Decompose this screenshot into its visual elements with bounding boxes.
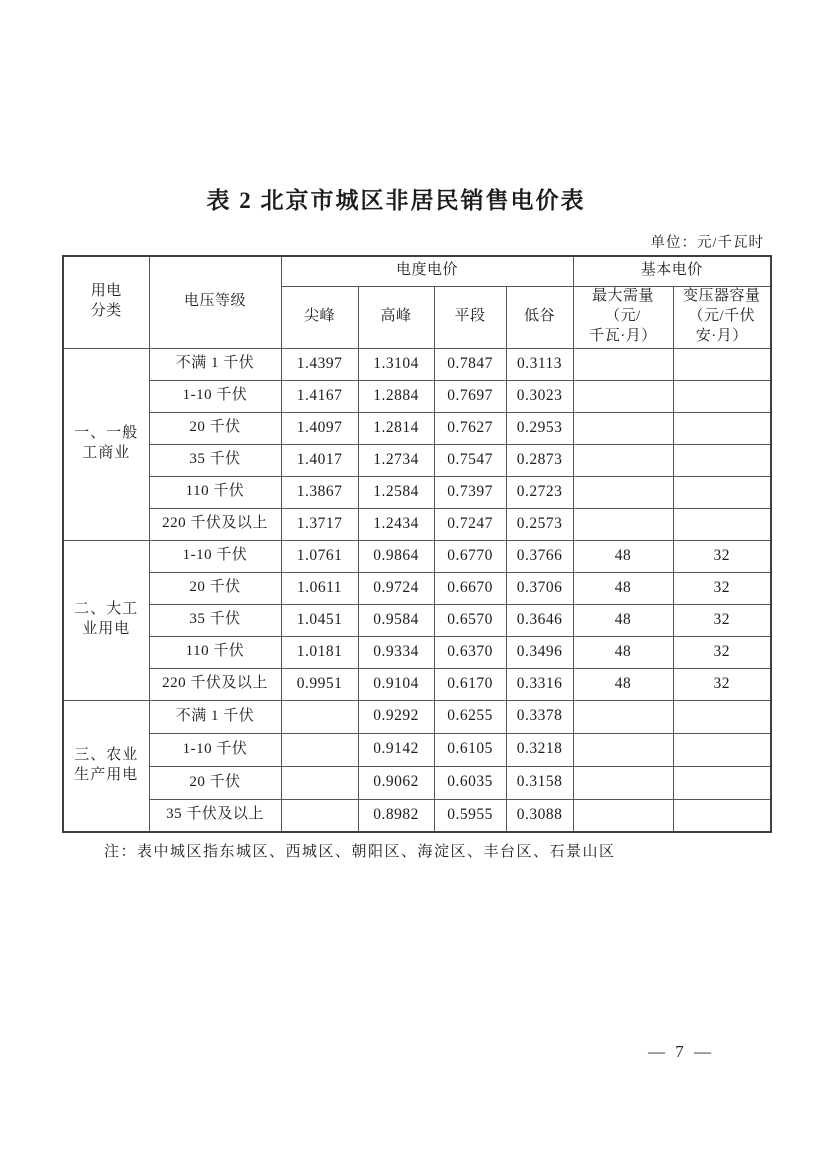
valley-cell: 0.3706 xyxy=(506,572,573,604)
valley-cell: 0.3218 xyxy=(506,733,573,766)
valley-cell: 0.2873 xyxy=(506,444,573,476)
usage-category-cell: 一、一般 工商业 xyxy=(63,348,149,540)
flat-cell: 0.6035 xyxy=(434,766,506,799)
valley-cell: 0.3316 xyxy=(506,668,573,700)
voltage-cell: 20 千伏 xyxy=(149,412,281,444)
peak-cell: 0.9142 xyxy=(358,733,434,766)
peak-cell: 0.8982 xyxy=(358,799,434,832)
voltage-cell: 110 千伏 xyxy=(149,636,281,668)
voltage-cell: 20 千伏 xyxy=(149,766,281,799)
demand-cell: 48 xyxy=(573,572,673,604)
capacity-cell xyxy=(673,508,771,540)
flat-cell: 0.6255 xyxy=(434,700,506,733)
valley-cell: 0.3023 xyxy=(506,380,573,412)
valley-cell: 0.3088 xyxy=(506,799,573,832)
peak-cell: 0.9584 xyxy=(358,604,434,636)
voltage-cell: 1-10 千伏 xyxy=(149,733,281,766)
table-row xyxy=(63,572,771,604)
peak-cell: 0.9104 xyxy=(358,668,434,700)
table-row xyxy=(63,508,771,540)
voltage-cell: 110 千伏 xyxy=(149,476,281,508)
table-row xyxy=(63,766,771,799)
table-row xyxy=(63,604,771,636)
table-row xyxy=(63,636,771,668)
sharp-peak-cell: 1.3717 xyxy=(281,508,358,540)
peak-cell: 1.2734 xyxy=(358,444,434,476)
valley-cell: 0.3496 xyxy=(506,636,573,668)
peak-cell: 0.9334 xyxy=(358,636,434,668)
flat-cell: 0.6370 xyxy=(434,636,506,668)
sharp-peak-cell: 1.0611 xyxy=(281,572,358,604)
header-usage-category: 用电 分类 xyxy=(63,256,149,348)
sharp-peak-cell: 1.0761 xyxy=(281,540,358,572)
sharp-peak-cell: 1.4167 xyxy=(281,380,358,412)
demand-cell xyxy=(573,348,673,380)
sharp-peak-cell: 1.3867 xyxy=(281,476,358,508)
sharp-peak-cell: 1.4017 xyxy=(281,444,358,476)
sharp-peak-cell: 1.4397 xyxy=(281,348,358,380)
header-transformer-capacity: 变压器容量 （元/千伏 安·月） xyxy=(673,286,771,348)
table-header-row-groups xyxy=(63,256,771,286)
sharp-peak-cell xyxy=(281,799,358,832)
header-energy-price-group: 电度电价 xyxy=(281,256,573,286)
capacity-cell: 32 xyxy=(673,636,771,668)
header-valley: 低谷 xyxy=(506,286,573,348)
sharp-peak-cell xyxy=(281,700,358,733)
table-row xyxy=(63,444,771,476)
voltage-cell: 1-10 千伏 xyxy=(149,380,281,412)
capacity-cell xyxy=(673,348,771,380)
valley-cell: 0.2723 xyxy=(506,476,573,508)
capacity-cell: 32 xyxy=(673,572,771,604)
header-voltage-level: 电压等级 xyxy=(149,256,281,348)
sharp-peak-cell: 1.0451 xyxy=(281,604,358,636)
demand-cell: 48 xyxy=(573,668,673,700)
flat-cell: 0.7547 xyxy=(434,444,506,476)
header-max-demand: 最大需量 （元/ 千瓦·月） xyxy=(573,286,673,348)
sharp-peak-cell: 1.0181 xyxy=(281,636,358,668)
valley-cell: 0.3378 xyxy=(506,700,573,733)
header-peak: 高峰 xyxy=(358,286,434,348)
flat-cell: 0.7847 xyxy=(434,348,506,380)
demand-cell: 48 xyxy=(573,540,673,572)
valley-cell: 0.3766 xyxy=(506,540,573,572)
voltage-cell: 1-10 千伏 xyxy=(149,540,281,572)
demand-cell xyxy=(573,476,673,508)
demand-cell: 48 xyxy=(573,636,673,668)
flat-cell: 0.7247 xyxy=(434,508,506,540)
voltage-cell: 不满 1 千伏 xyxy=(149,348,281,380)
voltage-cell: 220 千伏及以上 xyxy=(149,508,281,540)
flat-cell: 0.7697 xyxy=(434,380,506,412)
voltage-cell: 不满 1 千伏 xyxy=(149,700,281,733)
table-row xyxy=(63,476,771,508)
demand-cell xyxy=(573,733,673,766)
voltage-cell: 35 千伏 xyxy=(149,444,281,476)
capacity-cell: 32 xyxy=(673,540,771,572)
flat-cell: 0.6105 xyxy=(434,733,506,766)
voltage-cell: 35 千伏及以上 xyxy=(149,799,281,832)
page-number: — 7 — xyxy=(648,1042,711,1061)
peak-cell: 0.9062 xyxy=(358,766,434,799)
sharp-peak-cell xyxy=(281,766,358,799)
peak-cell: 0.9724 xyxy=(358,572,434,604)
usage-category-cell: 三、农业 生产用电 xyxy=(63,700,149,832)
table-row xyxy=(63,412,771,444)
sharp-peak-cell xyxy=(281,733,358,766)
table-footnote: 注：表中城区指东城区、西城区、朝阳区、海淀区、丰台区、石景山区 xyxy=(104,844,616,860)
usage-category-cell: 二、大工 业用电 xyxy=(63,540,149,700)
demand-cell xyxy=(573,766,673,799)
demand-cell xyxy=(573,380,673,412)
valley-cell: 0.3646 xyxy=(506,604,573,636)
demand-cell xyxy=(573,700,673,733)
capacity-cell: 32 xyxy=(673,668,771,700)
page-title: 表 2 北京市城区非居民销售电价表 xyxy=(206,188,586,213)
peak-cell: 1.2814 xyxy=(358,412,434,444)
capacity-cell: 32 xyxy=(673,604,771,636)
voltage-cell: 20 千伏 xyxy=(149,572,281,604)
flat-cell: 0.6770 xyxy=(434,540,506,572)
table-row xyxy=(63,700,771,733)
voltage-cell: 35 千伏 xyxy=(149,604,281,636)
voltage-cell: 220 千伏及以上 xyxy=(149,668,281,700)
sharp-peak-cell: 0.9951 xyxy=(281,668,358,700)
capacity-cell xyxy=(673,380,771,412)
flat-cell: 0.5955 xyxy=(434,799,506,832)
table-row xyxy=(63,540,771,572)
table-row xyxy=(63,668,771,700)
table-row xyxy=(63,348,771,380)
capacity-cell xyxy=(673,733,771,766)
peak-cell: 1.2884 xyxy=(358,380,434,412)
demand-cell xyxy=(573,444,673,476)
demand-cell: 48 xyxy=(573,604,673,636)
peak-cell: 1.2434 xyxy=(358,508,434,540)
table-row xyxy=(63,799,771,832)
valley-cell: 0.3158 xyxy=(506,766,573,799)
demand-cell xyxy=(573,508,673,540)
capacity-cell xyxy=(673,799,771,832)
table-row xyxy=(63,733,771,766)
flat-cell: 0.6570 xyxy=(434,604,506,636)
header-basic-price-group: 基本电价 xyxy=(573,256,771,286)
header-sharp-peak: 尖峰 xyxy=(281,286,358,348)
electricity-price-table xyxy=(62,255,772,833)
flat-cell: 0.6670 xyxy=(434,572,506,604)
capacity-cell xyxy=(673,476,771,508)
unit-label: 单位：元/千瓦时 xyxy=(650,235,764,251)
capacity-cell xyxy=(673,766,771,799)
flat-cell: 0.7397 xyxy=(434,476,506,508)
peak-cell: 0.9864 xyxy=(358,540,434,572)
capacity-cell xyxy=(673,412,771,444)
capacity-cell xyxy=(673,444,771,476)
peak-cell: 1.3104 xyxy=(358,348,434,380)
flat-cell: 0.7627 xyxy=(434,412,506,444)
peak-cell: 1.2584 xyxy=(358,476,434,508)
capacity-cell xyxy=(673,700,771,733)
valley-cell: 0.3113 xyxy=(506,348,573,380)
sharp-peak-cell: 1.4097 xyxy=(281,412,358,444)
flat-cell: 0.6170 xyxy=(434,668,506,700)
table-row xyxy=(63,380,771,412)
demand-cell xyxy=(573,799,673,832)
demand-cell xyxy=(573,412,673,444)
peak-cell: 0.9292 xyxy=(358,700,434,733)
header-flat: 平段 xyxy=(434,286,506,348)
valley-cell: 0.2953 xyxy=(506,412,573,444)
valley-cell: 0.2573 xyxy=(506,508,573,540)
